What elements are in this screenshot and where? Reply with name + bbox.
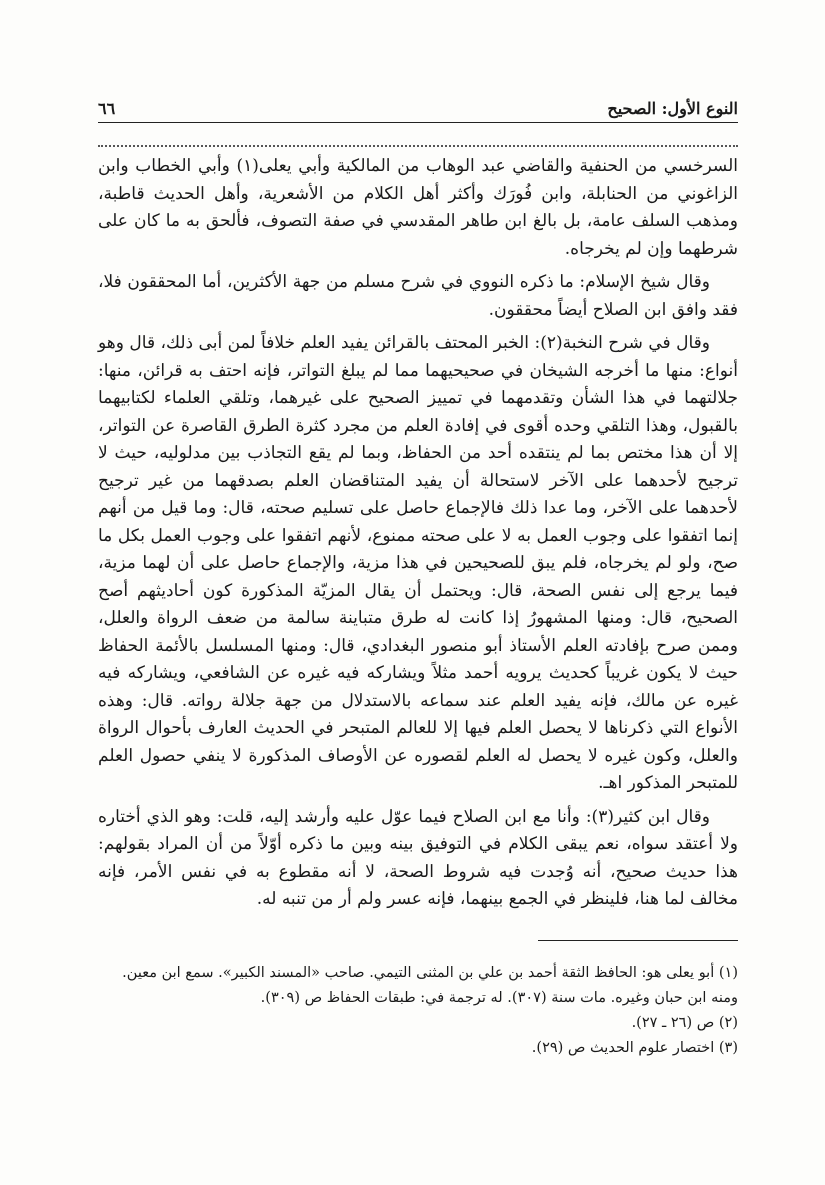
chapter-title: النوع الأول: الصحيح	[607, 99, 738, 118]
footnotes	[98, 961, 738, 1061]
paragraph: السرخسي من الحنفية والقاضي عبد الوهاب من المالكية وأبي يعلى(١) وأبي الخطاب وابن الزاغوني من الحنابلة، وابن فُورَك وأكثر أهل الكلام من الأشعرية، وأهل الحديث قاطبة، ومذهب السلف عامة، بل بالغ ابن طاهر المقدسي في صفة التصوف، فألحق به ما كان على شرطهما وإن لم يخرجاه.	[98, 156, 738, 259]
main-text	[98, 153, 738, 914]
dotted-separator	[98, 145, 738, 147]
footnote-rule	[538, 940, 738, 941]
footnote: (١) أبو يعلى هو: الحافظ الثقة أحمد بن علي بن المثنى التيمي. صاحب «المسند الكبير». سمع ابن معين. ومنه ابن حبان وغيره. مات سنة (٣٠٧). له ترجمة في: طبقات الحفاظ ص (٣٠٩).	[122, 964, 738, 1006]
running-header	[98, 92, 738, 118]
header-rule	[98, 122, 738, 123]
paragraph: وقال ابن كثير(٣): وأنا مع ابن الصلاح فيما عوّل عليه وأرشد إليه، قلت: وهو الذي أختاره ولا أعتقد سواه، نعم يبقى الكلام في التوفيق بينه وبين ما ذكره أوّلاً من أن المراد بقولهم: هذا حديث صحيح، أنه وُجدت فيه شروط الصحة، لا أنه مقطوع به في نفس الأمر، فإنه مخالف لما هنا، فلينظر في الجمع بينهما، فإنه عسر ولم أر من تنبه له.	[98, 806, 738, 909]
paragraph: وقال شيخ الإسلام: ما ذكره النووي في شرح مسلم من جهة الأكثرين، أما المحققون فلا، فقد وافق ابن الصلاح أيضاً محققون.	[98, 272, 738, 320]
paragraph: وقال في شرح النخبة(٢): الخبر المحتف بالقرائن يفيد العلم خلافاً لمن أبى ذلك، قال وهو أنواع: منها ما أخرجه الشيخان في صحيحيهما مما لم يبلغ التواتر، فإنه احتف به قرائن، منها: جلالتهما في هذا الشأن وتقدمهما في تمييز الصحيح على غيرهما، وتلقي العلماء لكتابيهما بالقبول، وهذا التلقي وحده أقوى في إفادة العلم من مجرد كثرة الطرق القاصرة عن التواتر، إلا أن هذا مختص بما لم ينتقده أحد من الحفاظ، وبما لم يقع التجاذب بين مدلوليه، حيث لا ترجيح لأحدهما على الآخر لاستحالة أن يفيد المتناقضان العلم بصدقهما من غير ترجيح لأحدهما على الآخر، وما عدا ذلك فالإجماع حاصل على تسليم صحته، قال: وما قيل من أنهم إنما اتفقوا على وجوب العمل به لا على صحته ممنوع، لأنهم اتفقوا على وجوب العمل بكل ما صح، ولو لم يخرجاه، فلم يبق للصحيحين في هذا مزية، والإجماع حاصل على أن لهما مزية، فيما يرجع إلى نفس الصحة، قال: ويحتمل أن يقال المزيّة المذكورة كون أحاديثهم أصح الصحيح، قال: ومنها المشهورُ إذا كانت له طرق متباينة سالمة من ضعف الرواة والعلل، وممن صرح بإفادته العلم الأستاذ أبو منصور البغدادي، قال: ومنها المسلسل بالأئمة الحفاظ حيث لا يكون غريباً كحديث يرويه أحمد مثلاً ويشاركه فيه غيره عن الشافعي، ويشاركه فيه غيره عن مالك، فإنه يفيد العلم عند سماعه بالاستدلال من جهة جلالة رواته. قال: وهذه الأنواع التي ذكرناها لا يحصل العلم فيها إلا للعالم المتبحر في الحديث العارف بأحوال الرواة والعلل، وكون غيره لا يحصل له العلم لقصوره عن الأوصاف المذكورة لا ينفي حصول العلم للمتبحر المذكور اهـ.	[98, 333, 738, 793]
page-number: ٦٦	[98, 99, 116, 118]
footnote: (٢) ص (٢٦ ـ ٢٧).	[631, 1014, 738, 1031]
document-page	[98, 92, 738, 1152]
footnote: (٣) اختصار علوم الحديث ص (٢٩).	[531, 1039, 738, 1056]
